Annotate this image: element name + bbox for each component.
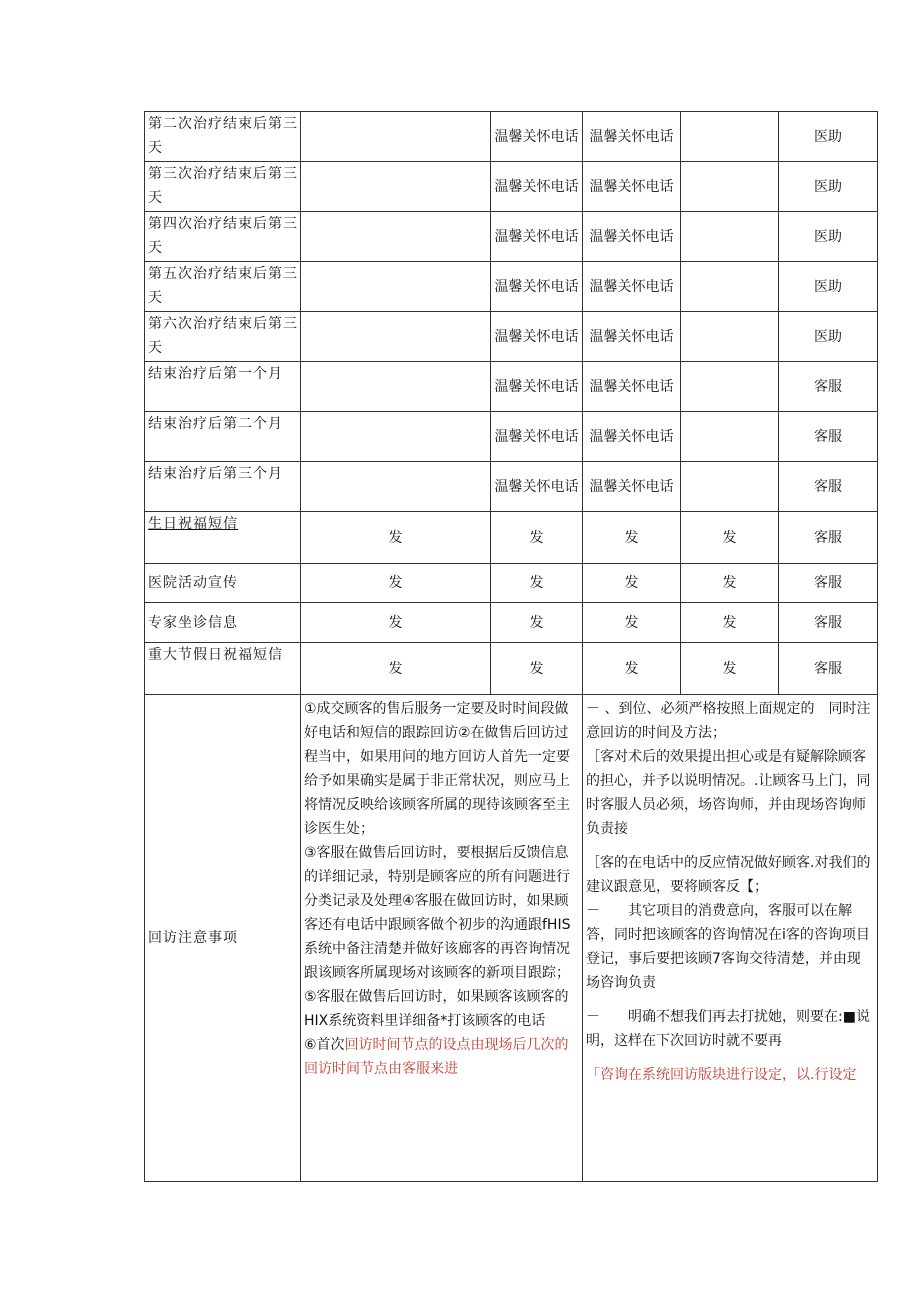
call-cell: 温馨关怀电话	[583, 162, 681, 212]
empty-cell	[681, 362, 779, 412]
call-cell: 温馨关怀电话	[491, 312, 583, 362]
sms-row	[145, 564, 878, 603]
row-timing: 第三次治疗结束后第三天	[145, 162, 301, 212]
note-right-6: 「咨询在系统回访版块进行设定，以.行设定	[586, 1067, 857, 1083]
sms-label	[145, 564, 301, 603]
send-cell: 发	[583, 512, 681, 564]
empty-cell	[681, 262, 779, 312]
notes-left	[301, 695, 583, 1182]
followup-row	[145, 412, 878, 462]
sms-label-text: 生日祝福短信	[148, 516, 238, 532]
call-cell: 温馨关怀电话	[583, 362, 681, 412]
empty-cell	[301, 312, 491, 362]
notes-row	[145, 695, 878, 1182]
followup-row	[145, 362, 878, 412]
sms-label	[145, 512, 301, 564]
responsible-cell: 客服	[779, 643, 878, 695]
responsible-cell: 客服	[779, 603, 878, 643]
row-timing: 第五次治疗结束后第三天	[145, 262, 301, 312]
send-cell: 发	[681, 564, 779, 603]
call-cell: 温馨关怀电话	[583, 262, 681, 312]
call-cell: 温馨关怀电话	[491, 212, 583, 262]
notes-label: 回访注意事项	[145, 695, 301, 1182]
call-cell: 温馨关怀电话	[583, 312, 681, 362]
followup-row	[145, 162, 878, 212]
empty-cell	[681, 412, 779, 462]
responsible-cell: 医助	[779, 112, 878, 162]
row-timing: 结束治疗后第二个月	[145, 412, 301, 462]
send-cell: 发	[301, 512, 491, 564]
row-timing: 第四次治疗结束后第三天	[145, 212, 301, 262]
call-cell: 温馨关怀电话	[491, 262, 583, 312]
send-cell: 发	[301, 564, 491, 603]
row-timing: 第六次治疗结束后第三天	[145, 312, 301, 362]
responsible-cell: 医助	[779, 312, 878, 362]
sms-label-text: 重大节假日祝福短信	[148, 647, 283, 663]
empty-cell	[301, 112, 491, 162]
sms-label-text: 专家坐诊信息	[148, 614, 238, 631]
sms-label-text: 医院活动宣传	[148, 575, 238, 591]
send-cell: 发	[681, 603, 779, 643]
note-right-1: － 、到位、必须严格按照上面规定的 同时注意回访的时间及方法；	[586, 701, 871, 741]
row-timing: 结束治疗后第一个月	[145, 362, 301, 412]
call-cell: 温馨关怀电话	[583, 462, 681, 512]
call-cell: 温馨关怀电话	[583, 212, 681, 262]
responsible-cell: 医助	[779, 162, 878, 212]
note-right-4: － 其它项目的消费意向，客服可以在解答，同时把该顾客的咨询情况在i客的咨询项目登记，事后要把该顾7客询交待清楚，并由现场咨询负责	[586, 903, 870, 991]
send-cell: 发	[583, 564, 681, 603]
send-cell: 发	[583, 643, 681, 695]
followup-row	[145, 312, 878, 362]
followup-row	[145, 212, 878, 262]
empty-cell	[301, 262, 491, 312]
sms-row	[145, 603, 878, 643]
empty-cell	[681, 462, 779, 512]
empty-cell	[681, 112, 779, 162]
call-cell: 温馨关怀电话	[491, 112, 583, 162]
note-right-2: ［客对术后的效果提出担心或是有疑解除顾客的担心，并予以说明情况。.让顾客马上门，同时客服人员必须，场咨询师，并由现场咨询师负责接	[586, 749, 871, 837]
notes-right	[583, 695, 878, 1182]
empty-cell	[301, 162, 491, 212]
followup-row	[145, 112, 878, 162]
note-left-4-prefix: ⑥首次	[304, 1037, 345, 1053]
empty-cell	[301, 412, 491, 462]
responsible-cell: 客服	[779, 462, 878, 512]
sms-label	[145, 603, 301, 643]
note-left-1: ①成交顾客的售后服务一定要及时时间段做好电话和短信的跟踪回访②在做售后回访过程当中，如果用问的地方回访人首先一定要给予如果确实是属于非正常状况，则应马上将情况反映给该顾客所属的现待该顾客至主诊医生处；	[304, 701, 570, 837]
followup-row	[145, 262, 878, 312]
row-timing: 第二次治疗结束后第三天	[145, 112, 301, 162]
call-cell: 温馨关怀电话	[583, 412, 681, 462]
send-cell: 发	[491, 512, 583, 564]
send-cell: 发	[491, 564, 583, 603]
responsible-cell: 客服	[779, 564, 878, 603]
responsible-cell: 客服	[779, 412, 878, 462]
row-timing: 结束治疗后第三个月	[145, 462, 301, 512]
empty-cell	[681, 212, 779, 262]
responsible-cell: 医助	[779, 262, 878, 312]
send-cell: 发	[301, 643, 491, 695]
send-cell: 发	[681, 512, 779, 564]
followup-table	[144, 111, 878, 1182]
call-cell: 温馨关怀电话	[491, 412, 583, 462]
empty-cell	[301, 212, 491, 262]
call-cell: 温馨关怀电话	[491, 362, 583, 412]
empty-cell	[681, 312, 779, 362]
call-cell: 温馨关怀电话	[491, 162, 583, 212]
sms-label	[145, 643, 301, 695]
send-cell: 发	[491, 603, 583, 643]
call-cell: 温馨关怀电话	[491, 462, 583, 512]
responsible-cell: 客服	[779, 362, 878, 412]
empty-cell	[301, 362, 491, 412]
send-cell: 发	[681, 643, 779, 695]
note-left-2: ③客服在做售后回访时，要根据后反馈信息的详细记录，特别是顾客应的所有问题进行分类记录及处理④客服在做回访时，如果顾客还有电话中跟顾客做个初步的沟通跟fHIS系统中备注清楚并做好该廊客的再咨询情况跟该顾客所属现场对该顾客的新项目跟踪；	[304, 845, 571, 981]
empty-cell	[301, 462, 491, 512]
sms-row	[145, 512, 878, 564]
responsible-cell: 客服	[779, 512, 878, 564]
empty-cell	[681, 162, 779, 212]
call-cell: 温馨关怀电话	[583, 112, 681, 162]
note-left-4	[304, 1033, 579, 1081]
note-left-4-red: 回访时间节点的设点由现场后几次的回访时间节点由客服来进	[304, 1037, 569, 1077]
send-cell: 发	[301, 603, 491, 643]
followup-row	[145, 462, 878, 512]
send-cell: 发	[583, 603, 681, 643]
send-cell: 发	[491, 643, 583, 695]
sms-row	[145, 643, 878, 695]
note-left-3: ⑤客服在做售后回访时，如果顾客该顾客的HIX系统资料里详细备*打该顾客的电话	[304, 989, 569, 1029]
note-right-5: － 明确不想我们再去打扰她，则要在:■说明，这样在下次回访时就不要再	[586, 1009, 870, 1049]
note-right-3: ［客的在电话中的反应情况做好顾客.对我们的建议跟意见，要将顾客反【；	[586, 855, 871, 895]
responsible-cell: 医助	[779, 212, 878, 262]
